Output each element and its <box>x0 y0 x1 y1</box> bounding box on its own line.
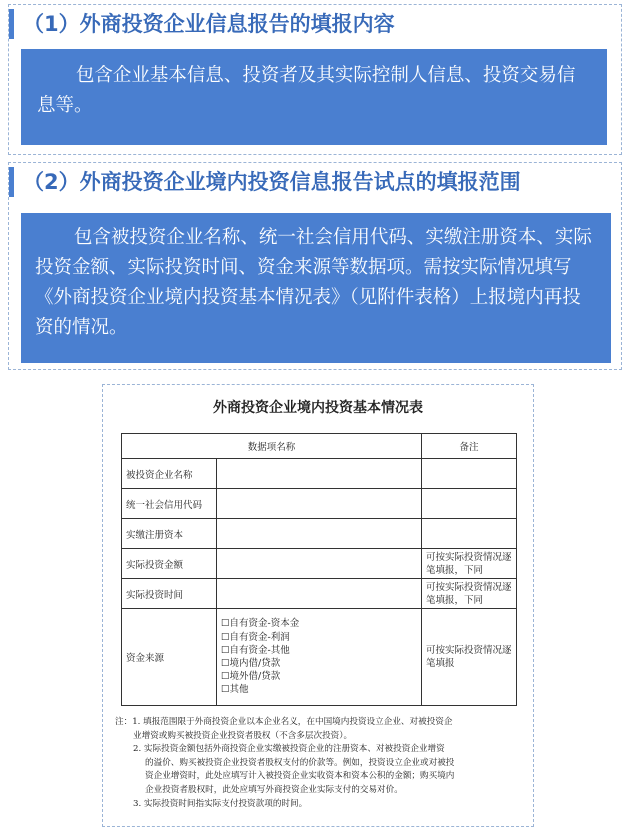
section-header <box>9 163 621 199</box>
row-value <box>217 579 422 609</box>
header-accent-bar <box>9 9 14 39</box>
note-line: 2. 实际投资金额包括外商投资企业实缴被投资企业的注册资本、对被投资企业增资 <box>133 744 445 755</box>
note-line: 3. 实际投资时间指实际支付投资款项的时间。 <box>133 798 308 809</box>
section-body-text: 包含被投资企业名称、统一社会信用代码、实缴注册资本、实际投资金额、实际投资时间、资金来源等数据项。需按实际情况填写《外商投资企业境内投资基本情况表》（见附件表格）上报境内再投资的情况。 <box>35 227 592 338</box>
table-row <box>122 459 517 489</box>
row-label: 统一社会信用代码 <box>122 489 217 519</box>
note-line: 企业投资者股权时，此处应填写外商投资企业实际支付的交易对价。 <box>145 784 403 795</box>
row-note <box>422 459 517 489</box>
row-label: 实缴注册资本 <box>122 519 217 549</box>
row-label: 资金来源 <box>122 609 217 706</box>
form-image <box>102 384 534 827</box>
table-row <box>122 519 517 549</box>
row-value <box>217 549 422 579</box>
row-note: 可按实际投资情况逐笔填报 <box>422 609 517 706</box>
fund-option: ☐自有资金-其他 <box>221 644 290 656</box>
table-row <box>122 579 517 609</box>
row-value <box>217 459 422 489</box>
table-row-fund-source <box>122 609 517 706</box>
section-title: （2）外商投资企业境内投资信息报告试点的填报范围 <box>23 170 521 194</box>
row-note <box>422 489 517 519</box>
fund-option: ☐自有资金-资本金 <box>221 618 300 630</box>
fund-option: ☐境外借/贷款 <box>221 671 281 683</box>
header-accent-bar <box>9 167 14 197</box>
row-label: 实际投资金额 <box>122 549 217 579</box>
row-value <box>217 519 422 549</box>
fund-option: ☐境内借/贷款 <box>221 658 281 669</box>
form-title: 外商投资企业境内投资基本情况表 <box>213 400 423 416</box>
note-line: 业增资或购买被投资企业投资者股权（不含多层次投资）。 <box>133 730 353 741</box>
note-line: 注：1. 填报范围限于外商投资企业以本企业名义，在中国境内投资设立企业、对被投资企 <box>115 717 453 727</box>
row-label: 实际投资时间 <box>122 579 217 609</box>
section-header <box>9 5 621 41</box>
fund-option: ☐其他 <box>221 684 249 696</box>
section-info-content <box>8 4 622 155</box>
section-title: （1）外商投资企业信息报告的填报内容 <box>23 12 395 36</box>
section-body-text: 包含企业基本信息、投资者及其实际控制人信息、投资交易信息等。 <box>37 65 576 116</box>
section-body-box <box>21 213 611 363</box>
fund-option: ☐自有资金-利润 <box>221 631 290 643</box>
row-value <box>217 489 422 519</box>
note-line: 的溢价、购买被投资企业投资者股权支付的价款等。例如，投资设立企业或对被投 <box>145 757 455 768</box>
row-note: 可按实际投资情况逐笔填报，下同 <box>422 549 517 579</box>
table-header-row <box>122 434 517 459</box>
table-row <box>122 549 517 579</box>
form-table <box>121 433 517 706</box>
table-row <box>122 489 517 519</box>
row-note <box>422 519 517 549</box>
section-pilot-scope <box>8 162 622 370</box>
fund-options <box>217 609 422 706</box>
form-notes <box>115 716 527 811</box>
header-note-cell: 备注 <box>422 434 517 459</box>
row-label: 被投资企业名称 <box>122 459 217 489</box>
section-body-box <box>21 49 607 145</box>
header-item-cell: 数据项名称 <box>122 434 422 459</box>
row-note: 可按实际投资情况逐笔填报，下同 <box>422 579 517 609</box>
note-line: 资企业增资时，此处应填写计入被投资企业实收资本和资本公积的金额；购买境内 <box>145 771 455 782</box>
